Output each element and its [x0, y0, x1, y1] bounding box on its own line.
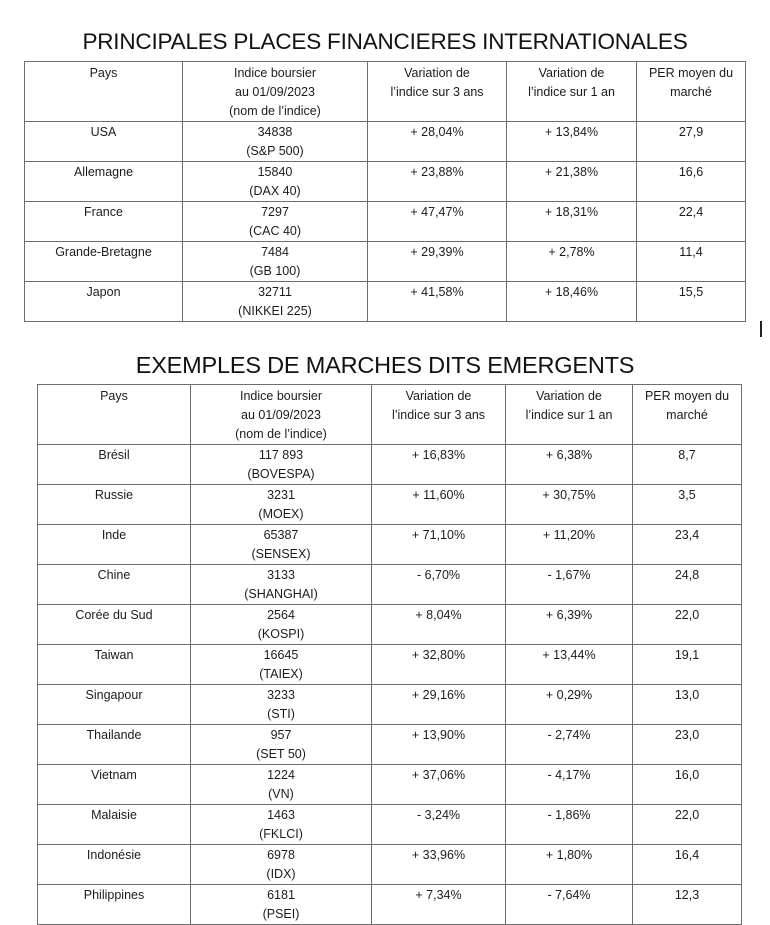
cell-per: [637, 282, 746, 322]
cell-variation-1an: [506, 525, 633, 565]
cell-indice-name: (GB 100): [249, 264, 301, 278]
header-line: l’indice sur 1 an: [525, 408, 613, 422]
table-row: [38, 565, 742, 605]
cell-variation-1an: + 18,31%: [544, 205, 599, 219]
table-row: [25, 242, 746, 282]
cell-indice-name: (SENSEX): [251, 547, 311, 561]
header-line: l’indice sur 1 an: [528, 85, 615, 99]
cell-variation-3ans: [368, 122, 507, 162]
header-line: Indice boursier: [240, 389, 322, 403]
cell-variation-1an: + 21,38%: [544, 165, 599, 179]
cell-indice: [191, 685, 372, 725]
table-row: [38, 845, 742, 885]
cell-variation-3ans: + 8,04%: [415, 608, 462, 622]
cell-variation-1an: [506, 445, 633, 485]
header-line: au 01/09/2023: [235, 85, 315, 99]
header-per: [637, 62, 746, 122]
cell-indice-value: 2564: [267, 608, 295, 622]
cell-variation-3ans: [372, 685, 506, 725]
cell-indice-name: (BOVESPA): [247, 467, 315, 481]
cell-pays: Corée du Sud: [75, 608, 153, 622]
cell-pays: [38, 685, 191, 725]
cell-per: [637, 202, 746, 242]
cell-variation-3ans: [372, 525, 506, 565]
cell-variation-3ans: + 29,16%: [411, 688, 466, 702]
cell-pays: [38, 645, 191, 685]
cell-variation-1an: - 4,17%: [547, 768, 591, 782]
header-per: [633, 385, 742, 445]
table-row: [38, 485, 742, 525]
header-indice: [191, 385, 372, 445]
cell-per: 23,4: [674, 528, 700, 542]
cell-per: [633, 485, 742, 525]
cell-variation-3ans: [372, 885, 506, 925]
cell-variation-3ans: - 6,70%: [416, 568, 461, 582]
cell-variation-1an: + 0,29%: [545, 688, 593, 702]
cell-per: 16,0: [674, 768, 700, 782]
cell-pays: France: [84, 205, 123, 219]
cell-indice-name: (S&P 500): [246, 144, 304, 158]
header-line: Variation de: [538, 66, 605, 80]
cell-variation-1an: [506, 645, 633, 685]
cell-variation-3ans: + 28,04%: [410, 125, 464, 139]
cell-indice-value: 7297: [261, 205, 289, 219]
cell-pays: [38, 805, 191, 845]
cell-per: [637, 162, 746, 202]
cell-variation-1an: [507, 282, 637, 322]
cell-variation-1an: [506, 725, 633, 765]
cell-variation-1an: + 6,38%: [545, 448, 593, 462]
table-row: [38, 685, 742, 725]
cell-pays: [25, 202, 183, 242]
cell-per: 22,4: [678, 205, 704, 219]
cell-variation-1an: [506, 565, 633, 605]
cell-indice-value: 32711: [258, 285, 292, 299]
cell-variation-1an: [506, 765, 633, 805]
cell-per: 3,5: [678, 488, 696, 502]
cell-variation-1an: [506, 885, 633, 925]
header-pays: [25, 62, 183, 122]
cell-indice: [191, 485, 372, 525]
cell-indice-value: 7484: [261, 245, 289, 259]
cell-indice-value: 3133: [267, 568, 295, 582]
header-line: Variation de: [405, 389, 472, 403]
cell-pays: Malaisie: [91, 808, 137, 822]
table-row: [38, 525, 742, 565]
cell-variation-3ans: + 41,58%: [410, 285, 464, 299]
cell-variation-1an: [506, 605, 633, 645]
table-row: [38, 445, 742, 485]
cell-per: [633, 725, 742, 765]
header-line: au 01/09/2023: [241, 408, 321, 422]
table-row: [38, 645, 742, 685]
cell-pays: Chine: [97, 568, 131, 582]
cell-per: 8,7: [678, 448, 696, 462]
cell-indice-value: 6978: [267, 848, 295, 862]
header-line: Indice boursier: [234, 66, 316, 80]
cell-indice-name: (IDX): [266, 867, 296, 881]
cell-variation-3ans: [372, 845, 506, 885]
cell-per: [637, 122, 746, 162]
cell-variation-3ans: [368, 242, 507, 282]
major-markets-table: [24, 61, 746, 322]
cell-per: [633, 845, 742, 885]
cell-indice: [191, 765, 372, 805]
table-header-row: [25, 62, 746, 122]
table2-title: EXEMPLES DE MARCHES DITS EMERGENTS: [135, 352, 635, 378]
cell-indice-name: (PSEI): [262, 907, 300, 921]
cell-pays: [25, 242, 183, 282]
table-row: [38, 605, 742, 645]
cell-pays: [38, 725, 191, 765]
cell-pays: [38, 765, 191, 805]
cell-indice-value: 1463: [267, 808, 295, 822]
cell-variation-1an: - 1,86%: [547, 808, 591, 822]
table-row: [38, 725, 742, 765]
cell-indice: [191, 725, 372, 765]
cell-per: [633, 645, 742, 685]
cell-variation-3ans: [372, 485, 506, 525]
cell-per: 22,0: [674, 808, 700, 822]
cell-pays: Brésil: [98, 448, 130, 462]
cell-variation-3ans: + 37,06%: [411, 768, 466, 782]
cell-variation-3ans: [372, 445, 506, 485]
cell-variation-1an: + 30,75%: [542, 488, 596, 502]
cell-pays: Inde: [101, 528, 127, 542]
cell-pays: [38, 565, 191, 605]
cell-variation-3ans: [368, 202, 507, 242]
emerging-markets-table: [37, 384, 742, 925]
cell-indice-name: (DAX 40): [249, 184, 301, 198]
cell-pays: USA: [90, 125, 117, 139]
cell-indice: [191, 885, 372, 925]
cell-pays: Japon: [86, 285, 121, 299]
cell-indice-name: (TAIEX): [259, 667, 303, 681]
cell-variation-3ans: + 13,90%: [411, 728, 466, 742]
cell-variation-1an: - 1,67%: [547, 568, 591, 582]
cell-variation-3ans: - 3,24%: [416, 808, 461, 822]
cell-variation-1an: [506, 485, 633, 525]
text-cursor: [760, 321, 762, 337]
table-row: [38, 765, 742, 805]
cell-indice: [191, 645, 372, 685]
header-line: Pays: [89, 66, 118, 80]
cell-indice-value: 3231: [267, 488, 295, 502]
cell-indice-value: 3233: [267, 688, 295, 702]
cell-pays: Philippines: [83, 888, 145, 902]
cell-indice: [191, 845, 372, 885]
cell-variation-3ans: [372, 805, 506, 845]
cell-pays: Thailande: [86, 728, 142, 742]
cell-pays: Taiwan: [94, 648, 134, 662]
cell-indice: [191, 445, 372, 485]
table1-title: PRINCIPALES PLACES FINANCIERES INTERNATIONALES: [82, 29, 688, 54]
cell-per: 23,0: [674, 728, 700, 742]
cell-variation-1an: [507, 122, 637, 162]
cell-indice-name: (CAC 40): [248, 224, 302, 238]
table-row: [25, 122, 746, 162]
header-var-1an: [506, 385, 633, 445]
cell-indice-name: (KOSPI): [257, 627, 305, 641]
cell-per: 24,8: [674, 568, 700, 582]
cell-pays: [25, 122, 183, 162]
cell-indice-name: (MOEX): [258, 507, 304, 521]
cell-per: [633, 765, 742, 805]
header-indice: [183, 62, 368, 122]
cell-indice-value: 117 893: [258, 448, 304, 462]
cell-pays: [38, 845, 191, 885]
cell-indice: [191, 805, 372, 845]
cell-variation-1an: + 18,46%: [544, 285, 599, 299]
cell-per: 11,4: [679, 245, 703, 259]
cell-variation-3ans: + 32,80%: [411, 648, 466, 662]
cell-indice: [183, 162, 368, 202]
cell-indice-name: (FKLCI): [259, 827, 303, 841]
cell-indice-name: (SHANGHAI): [244, 587, 318, 601]
cell-per: [633, 525, 742, 565]
cell-pays: [38, 885, 191, 925]
cell-indice: [183, 282, 368, 322]
cell-variation-1an: - 2,74%: [547, 728, 591, 742]
table-row: [25, 162, 746, 202]
cell-variation-3ans: + 11,60%: [412, 488, 465, 502]
cell-variation-3ans: + 16,83%: [411, 448, 466, 462]
cell-variation-3ans: [368, 162, 507, 202]
cell-variation-1an: + 2,78%: [548, 245, 595, 259]
table-row: [38, 885, 742, 925]
header-var-3ans: [368, 62, 507, 122]
cell-pays: Indonésie: [86, 848, 142, 862]
header-var-1an: [507, 62, 637, 122]
cell-variation-3ans: + 33,96%: [411, 848, 466, 862]
cell-pays: [38, 485, 191, 525]
cell-variation-3ans: + 47,47%: [410, 205, 464, 219]
cell-pays: Vietnam: [91, 768, 137, 782]
cell-indice: [191, 605, 372, 645]
cell-per: [633, 445, 742, 485]
header-line: marché: [666, 408, 708, 422]
cell-pays: Allemagne: [73, 165, 134, 179]
cell-pays: Russie: [94, 488, 134, 502]
table-row: [25, 202, 746, 242]
header-line: PER moyen du: [648, 66, 734, 80]
cell-pays: [38, 605, 191, 645]
cell-pays: [38, 525, 191, 565]
cell-pays: Singapour: [85, 688, 143, 702]
cell-pays: [25, 282, 183, 322]
cell-pays: [38, 445, 191, 485]
cell-per: 19,1: [674, 648, 700, 662]
cell-per: 16,4: [674, 848, 700, 862]
cell-indice: [191, 565, 372, 605]
cell-indice-value: 16645: [263, 648, 299, 662]
cell-indice-name: (VN): [268, 787, 294, 801]
cell-variation-3ans: [368, 282, 507, 322]
cell-indice-value: 957: [270, 728, 292, 742]
header-line: l’indice sur 3 ans: [391, 408, 486, 422]
cell-indice-value: 1224: [267, 768, 295, 782]
cell-per: 16,6: [678, 165, 704, 179]
cell-indice-value: 34838: [257, 125, 293, 139]
cell-variation-1an: + 6,39%: [545, 608, 593, 622]
table-header-row: [38, 385, 742, 445]
cell-pays: [25, 162, 183, 202]
cell-indice: [183, 122, 368, 162]
cell-variation-3ans: [372, 645, 506, 685]
header-line: (nom de l’indice): [235, 427, 327, 441]
cell-variation-3ans: [372, 565, 506, 605]
cell-indice: [183, 202, 368, 242]
cell-per: [633, 885, 742, 925]
table-row: [38, 805, 742, 845]
cell-variation-3ans: + 23,88%: [410, 165, 464, 179]
table-row: [25, 282, 746, 322]
cell-indice-name: (STI): [267, 707, 295, 721]
cell-variation-3ans: + 7,34%: [415, 888, 462, 902]
header-line: Variation de: [404, 66, 470, 80]
cell-variation-3ans: + 29,39%: [410, 245, 464, 259]
cell-indice: [191, 525, 372, 565]
cell-per: 13,0: [674, 688, 700, 702]
cell-variation-1an: [506, 685, 633, 725]
cell-indice-name: (SET 50): [256, 747, 306, 761]
cell-variation-3ans: [372, 725, 506, 765]
cell-indice-value: 65387: [263, 528, 299, 542]
cell-indice-value: 6181: [267, 888, 295, 902]
cell-variation-1an: + 1,80%: [545, 848, 593, 862]
cell-variation-1an: + 13,44%: [542, 648, 596, 662]
cell-per: 27,9: [678, 125, 704, 139]
cell-per: [633, 805, 742, 845]
header-line: l’indice sur 3 ans: [390, 85, 484, 99]
header-line: (nom de l’indice): [229, 104, 321, 118]
cell-per: [633, 565, 742, 605]
header-line: Variation de: [536, 389, 602, 403]
cell-variation-1an: + 11,20%: [542, 528, 596, 542]
header-line: Pays: [100, 389, 128, 403]
header-line: PER moyen du: [644, 389, 730, 403]
cell-per: 15,5: [678, 285, 704, 299]
cell-per: [633, 605, 742, 645]
cell-variation-3ans: + 71,10%: [411, 528, 466, 542]
cell-variation-3ans: [372, 605, 506, 645]
header-line: marché: [670, 85, 712, 99]
cell-variation-1an: + 13,84%: [544, 125, 599, 139]
cell-variation-1an: [507, 202, 637, 242]
cell-variation-1an: [507, 162, 637, 202]
cell-variation-1an: [507, 242, 637, 282]
cell-variation-1an: [506, 805, 633, 845]
cell-indice: [183, 242, 368, 282]
cell-variation-1an: [506, 845, 633, 885]
cell-variation-3ans: [372, 765, 506, 805]
cell-indice-value: 15840: [257, 165, 293, 179]
cell-per: [633, 685, 742, 725]
header-var-3ans: [372, 385, 506, 445]
cell-variation-1an: - 7,64%: [547, 888, 591, 902]
cell-indice-name: (NIKKEI 225): [238, 304, 312, 318]
header-pays: [38, 385, 191, 445]
cell-per: 12,3: [674, 888, 700, 902]
cell-per: [637, 242, 746, 282]
cell-pays: Grande-Bretagne: [55, 245, 152, 259]
cell-per: 22,0: [674, 608, 700, 622]
